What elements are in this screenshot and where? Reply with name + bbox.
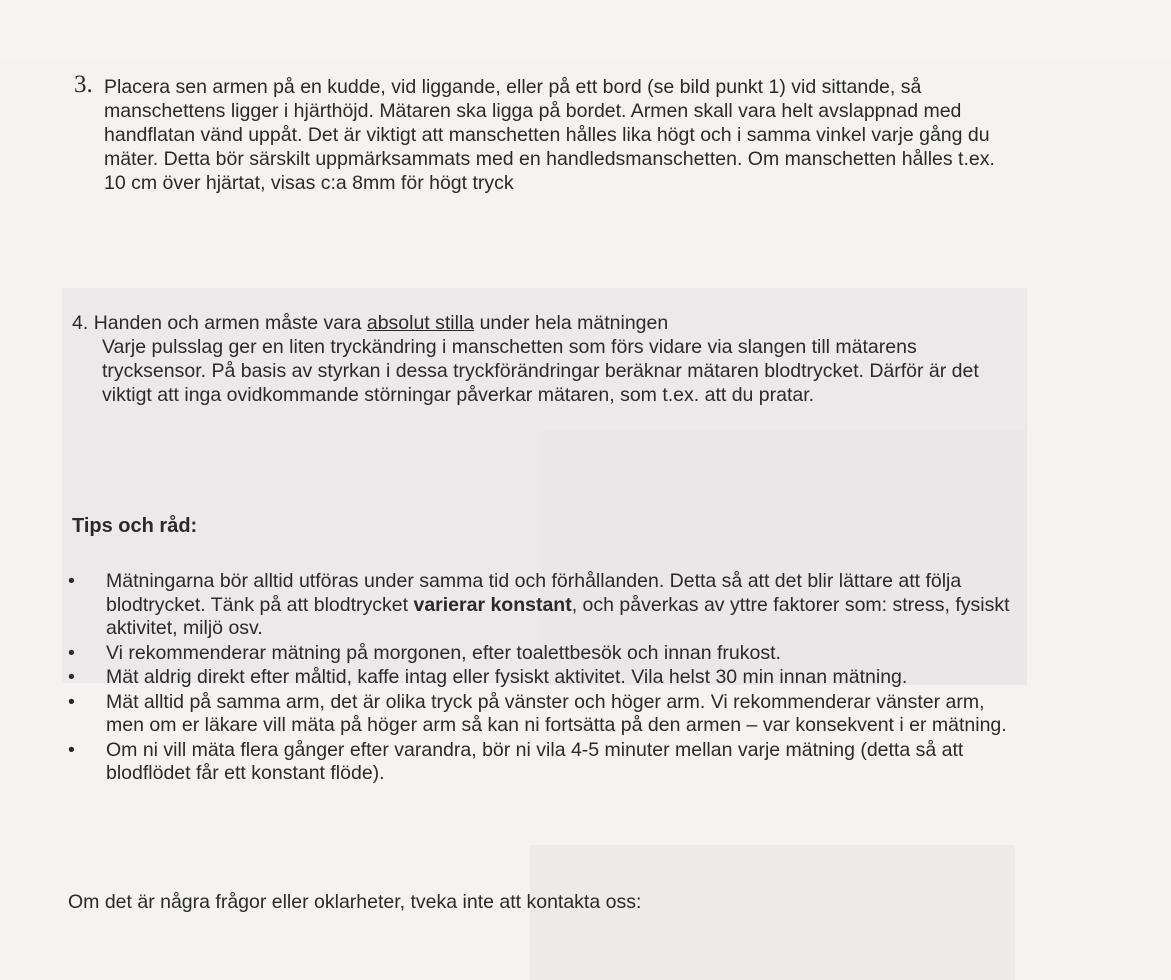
step-heading [72, 311, 1022, 335]
bullet-icon: • [68, 570, 75, 592]
closing-text: Om det är några frågor eller oklarheter, tveka inte att kontakta oss: [68, 891, 642, 913]
bullet-icon: • [68, 690, 75, 713]
tip-text: Om ni vill mäta flera gånger efter varandra, bör ni vila 4-5 minuter mellan varje mätning (detta så att blodflödet får ett konstant flöde). [106, 738, 964, 784]
list-item [68, 666, 1018, 690]
tip-text: Mät alltid på samma arm, det är olika tryck på vänster och höger arm. Vi rekommenderar vänster arm, men om er läkare vill mäta på höger arm så kan ni fortsätta på den armen – var konsekvent i er mätning. [106, 690, 1007, 736]
step-heading-text: Handen och armen måste vara [93, 312, 362, 334]
tip-text: Mätningarna bör alltid utföras under samma tid och förhållanden. Detta så att det blir lättare att följa blodtrycket. Tänk på att blodtrycket [106, 570, 962, 616]
instruction-step-4 [72, 311, 1022, 407]
underlined-emphasis: absolut stilla [366, 312, 475, 334]
tips-list [68, 570, 1018, 787]
bullet-icon: • [68, 641, 75, 664]
step-number: 3. [74, 71, 93, 98]
step-body-text: Varje pulsslag ger en liten tryckändring i manschetten som förs vidare via slangen till mätarens trycksensor. På basis av styrkan i dessa tryckförändringar beräknar mätaren blodtrycket. Därför är det viktigt att inga ovidkommande störningar påverkar mätaren, som t.ex. att du pratar. [102, 336, 979, 406]
tip-text: Mät aldrig direkt efter måltid, kaffe intag eller fysiskt aktivitet. Vila helst 30 min innan mätning. [106, 666, 908, 688]
tip-text: Vi rekommenderar mätning på morgonen, efter toalettbesök och innan frukost. [106, 641, 781, 664]
step-heading-text-end: under hela mätningen [479, 312, 669, 334]
step-number: 4. [72, 312, 89, 334]
list-item [68, 739, 1018, 786]
step-body-text: manschettens ligger i hjärthöjd. Mätaren ska ligga på bordet. Armen skall vara helt avslappnad med handflatan vänd uppåt. Det är viktigt att manschetten hålles lika högt och i samma vinkel varje gång du mäter. Detta bör särskilt uppmärksammats med en handledsmanschetten. Om manschetten hålles t.ex. 10 cm över hjärtat, visas c:a 8mm för högt tryck [104, 100, 995, 194]
tips-heading: Tips och råd: [72, 515, 198, 537]
bold-emphasis: varierar konstant [413, 593, 572, 616]
step-lead-text: Placera sen armen på en kudde, vid liggande, eller på ett bord (se bild punkt 1) vid sittande, så [104, 76, 922, 98]
tip-text-end: , och påverkas av yttre faktorer som: stress, fysiskt aktivitet, miljö osv. [106, 593, 1010, 639]
instruction-step-3 [74, 71, 1024, 195]
list-item [68, 570, 1018, 641]
bullet-icon: • [68, 666, 75, 688]
list-item [68, 642, 1018, 666]
list-item [68, 691, 1018, 738]
bullet-icon: • [68, 738, 75, 761]
